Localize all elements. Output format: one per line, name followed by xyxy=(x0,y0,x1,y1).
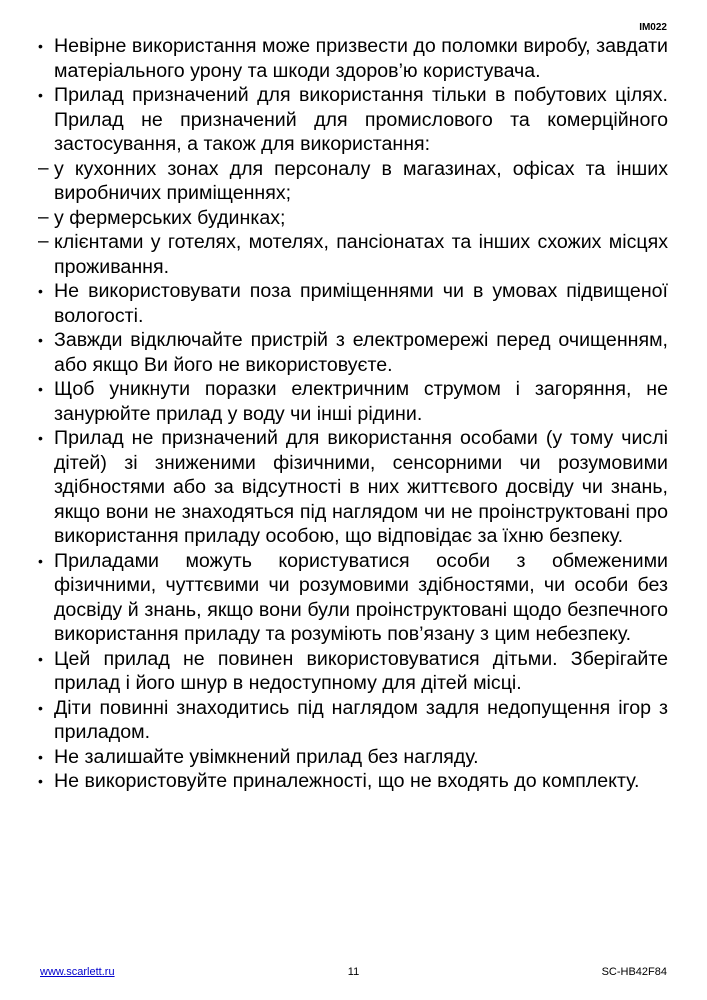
bullet-marker: • xyxy=(38,87,43,103)
list-item xyxy=(38,83,668,157)
list-item xyxy=(38,696,668,745)
bullet-marker: • xyxy=(38,552,43,569)
list-item-text: у фермерських будинках; xyxy=(54,206,286,229)
list-item-text: Не використовувати поза приміщеннями чи в умовах підвищеної вологості. xyxy=(54,280,668,327)
list-item-text: у кухонних зонах для персоналу в магазинах, офісах та інших виробничих приміщеннях; xyxy=(54,157,668,204)
dash-marker: – xyxy=(38,206,49,228)
website-link[interactable]: www.scarlett.ru xyxy=(40,966,115,978)
list-item-text: Не використовуйте приналежності, що не входять до комплекту. xyxy=(54,770,640,792)
list-item-text: Завжди відключайте пристрій з електромережі перед очищенням, або якщо Ви його не використовуєте. xyxy=(54,329,668,376)
list-item xyxy=(38,647,668,696)
list-item-text: Приладами можуть користуватися особи з обмеженими фізичними, чуттєвими чи розумовими здібностями, чи особи без досвіду й знань, якщо вони були проінструктовані щодо безпечного використання приладу та розуміють пов’язану з цим небезпеку. xyxy=(54,549,668,645)
list-item-text: Діти повинні знаходитись під наглядом задля недопущення ігор з приладом. xyxy=(54,696,668,743)
bullet-marker: • xyxy=(38,381,43,397)
list-item xyxy=(38,377,668,426)
bullet-marker: • xyxy=(38,773,43,789)
dash-marker: – xyxy=(38,157,49,179)
bullet-marker: • xyxy=(38,699,43,716)
bullet-marker: • xyxy=(38,38,43,54)
list-item-text: Прилад не призначений для використання особами (у тому числі дітей) зі зниженими фізичними, сенсорними чи розумовими здібностями або за відсутності в них життєвого досвіду чи знань, якщо вони не знаходяться під наглядом чи не проінструктовані про використання приладу особою, що відповідає за їхню безпеку. xyxy=(54,427,668,547)
list-item xyxy=(38,230,668,279)
page-footer xyxy=(40,966,667,980)
document-code: IM022 xyxy=(639,22,667,33)
list-item xyxy=(38,34,668,83)
list-item xyxy=(38,157,668,206)
dash-marker: – xyxy=(38,231,49,252)
model-number: SC-HB42F84 xyxy=(601,966,667,978)
list-item-text: клієнтами у готелях, мотелях, пансіонатах та інших схожих місцях проживання. xyxy=(54,231,668,278)
list-item-text: Щоб уникнути поразки електричним струмом і загоряння, не занурюйте прилад у воду чи інші рідини. xyxy=(54,378,668,425)
list-item-text: Не залишайте увімкнений прилад без нагляду. xyxy=(54,745,479,768)
list-item-text: Цей прилад не повинен використовуватися дітьми. Зберігайте прилад і його шнур в недоступному для дітей місці. xyxy=(54,647,668,694)
list-item xyxy=(38,328,668,377)
list-item xyxy=(38,206,668,231)
list-item-text: Невірне використання може призвести до поломки виробу, завдати матеріального урону та шкоди здоров’ю користувача. xyxy=(54,35,668,82)
bullet-marker: • xyxy=(38,748,43,765)
bullet-marker: • xyxy=(38,430,43,446)
page-number: 11 xyxy=(347,966,360,978)
list-item xyxy=(38,745,668,770)
list-item xyxy=(38,549,668,647)
list-item xyxy=(38,769,668,794)
list-item xyxy=(38,279,668,328)
safety-instructions-list xyxy=(38,34,668,794)
bullet-marker: • xyxy=(38,332,43,348)
list-item xyxy=(38,426,668,549)
bullet-marker: • xyxy=(38,283,43,299)
list-item-text: Прилад призначений для використання тільки в побутових цілях. Прилад не призначений для промислового та комерційного застосування, а також для використання: xyxy=(54,84,668,155)
bullet-marker: • xyxy=(38,650,43,667)
